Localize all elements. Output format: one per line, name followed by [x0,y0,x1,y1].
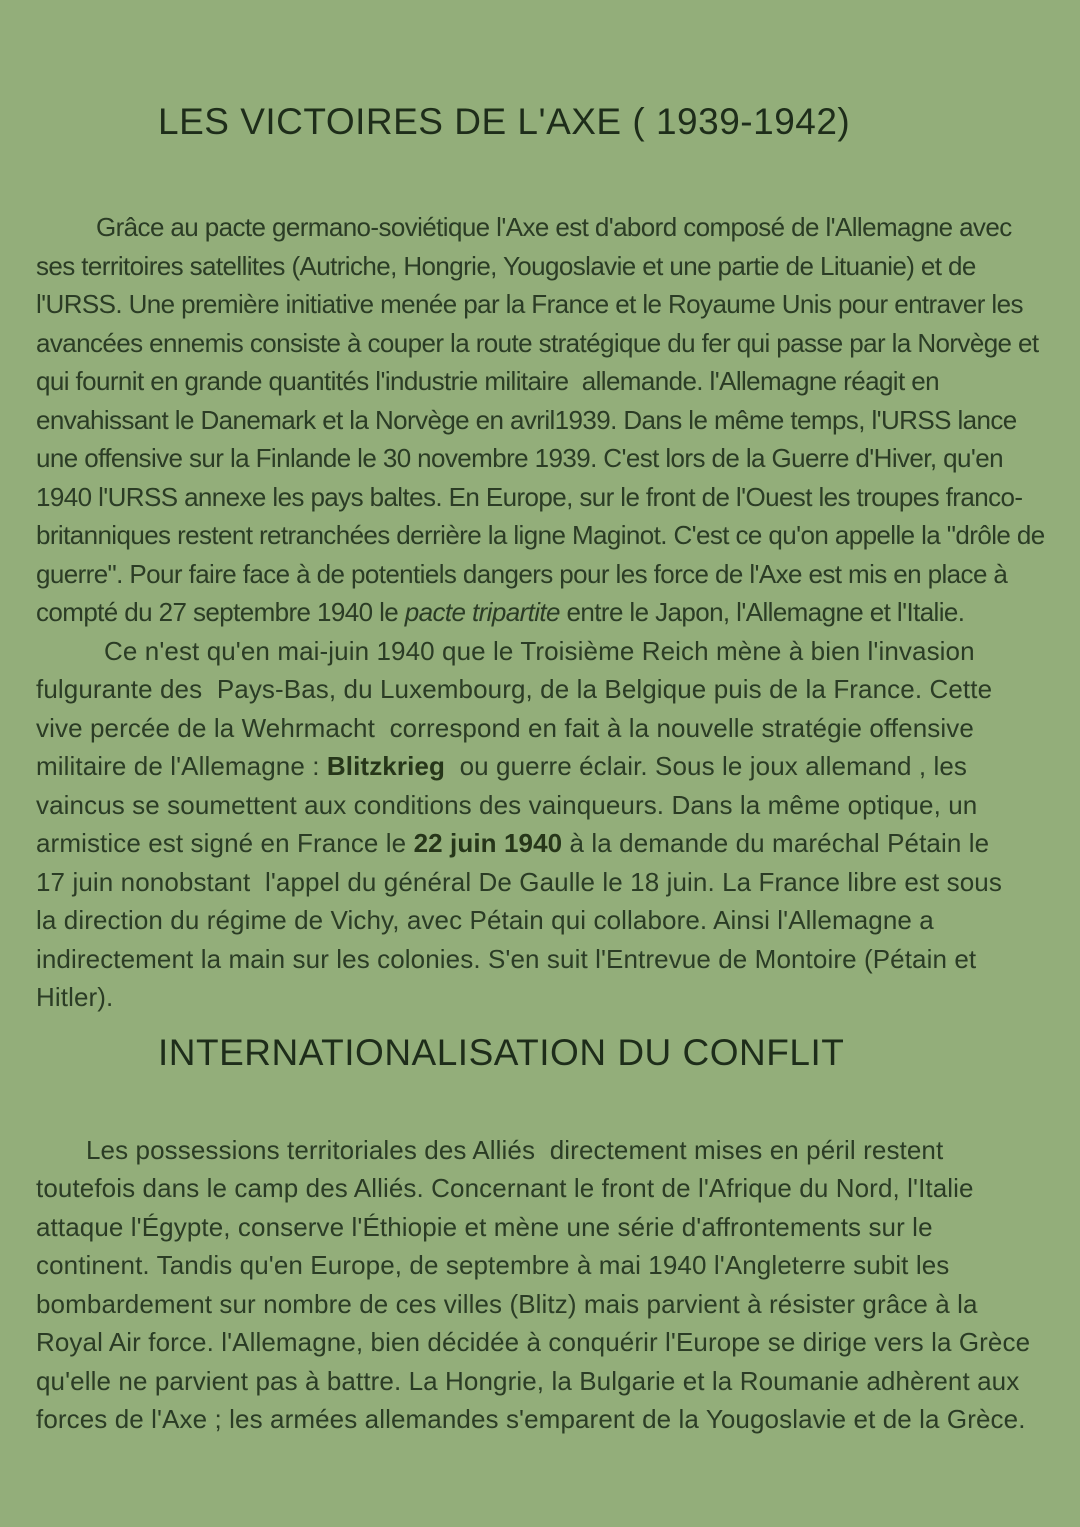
bold-text-run: Blitzkrieg [326,751,445,781]
paragraph-blitzkrieg [36,632,1021,1017]
italic-text-run: pacte tripartite [404,597,560,627]
text-run: Les possessions territoriales des Alliés directement mises en péril restent toutefois dans le camp des Alliés. Concernant le front de l'Afrique du Nord, l'Italie attaque l'Égypte, conserve l'Éthiopie et mène une série d'affrontements sur le continent. Tandis qu'en Europe, de septembre à mai 1940 l'Angleterre subit les bombardement sur nombre de ces villes (Blitz) mais parvient à résister grâce à la Royal Air force. l'Allemagne, bien décidée à conquérir l'Europe se dirige vers la Grèce qu'elle ne parvient pas à battre. La Hongrie, la Bulgarie et la Roumanie adhèrent aux forces de l'Axe ; les armées allemandes s'emparent de la Yougoslavie et de la Grèce. [36,1134,1038,1434]
text-run: entre le Japon, l'Allemagne et l'Italie. [559,597,965,627]
text-run: Grâce au pacte germano-soviétique l'Axe est d'abord composé de l'Allemagne avec ses territoires satellites (Autriche, Hongrie, Yougoslavie et une partie de Lituanie) et de l'URSS. Une première initiative menée par la France et le Royaume Unis pour entraver les avancées ennemis consiste à couper la route stratégique du fer qui passe par la Norvège et qui fournit en grande quantités l'industrie militaire allemande. l'Allemagne réagit en envahissant le Danemark et la Norvège en avril1939. Dans le même temps, l'URSS lance une offensive sur la Finlande le 30 novembre 1939. C'est lors de la Guerre d'Hiver, qu'en 1940 l'URSS annexe les pays baltes. En Europe, sur le front de l'Ouest les troupes franco-britanniques restent retranchées derrière la ligne Maginot. C'est ce qu'on appelle la "drôle de guerre". Pour faire face à de potentiels dangers pour les force de l'Axe est mis en place à compté du 27 septembre 1940 le [36,212,1052,627]
paragraph-internationalisation [36,1131,1036,1439]
section-heading-internationalisation: INTERNATIONALISATION DU CONFLIT [158,1031,845,1073]
paragraph-axis-victories [36,208,1052,632]
main-heading: LES VICTOIRES DE L'AXE ( 1939-1942) [158,101,851,142]
text-run: à la demande du maréchal Pétain le 17 juin nonobstant l'appel du général De Gaulle le 18 juin. La France libre est sous la direction du régime de Vichy, avec Pétain qui collabore. Ainsi l'Allemagne a indirectement la main sur les colonies. S'en suit l'Entrevue de Montoire (Pétain et Hitler). [36,828,1010,1012]
text-run: Ce n'est qu'en mai-juin 1940 que le Troisième Reich mène à bien l'invasion fulgurante des Pays-Bas, du Luxembourg, de la Belgique puis de la France. Cette vive percée de la Wehrmacht correspond en fait à la nouvelle stratégie offensive militaire de l'Allemagne : [36,635,1000,781]
bold-text-run: 22 juin 1940 [413,828,563,858]
text-run: ou guerre éclair. Sous le joux allemand , les vaincus se soumettent aux conditions des vainqueurs. Dans la même optique, un armistice est signé en France le [36,751,985,858]
